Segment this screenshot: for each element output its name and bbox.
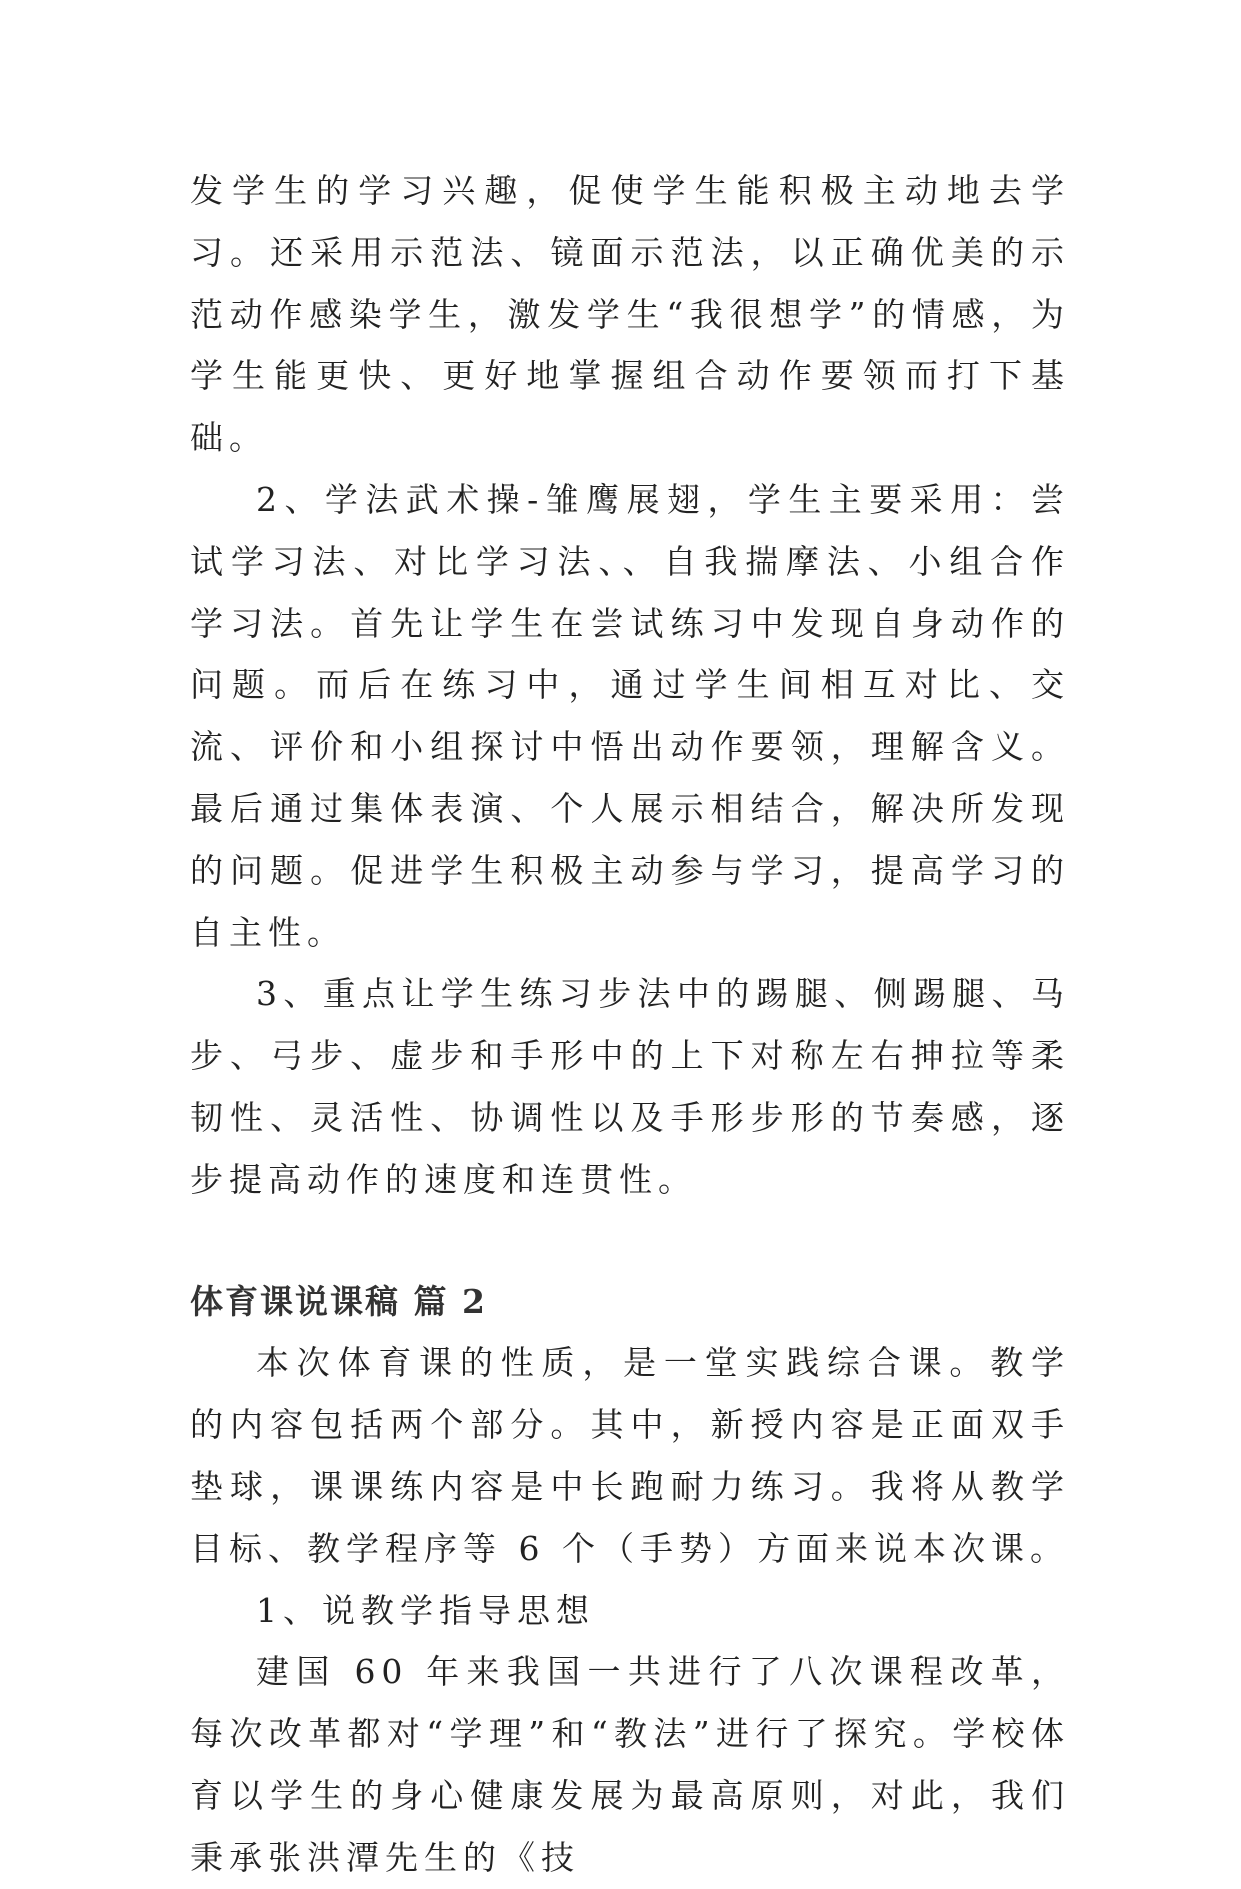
paragraph-curriculum-reform: 建国 60 年来我国一共进行了八次课程改革，每次改革都对“学理”和“教法”进行了探究。学校体育以学生的身心健康发展为最高原则，对此，我们秉承张洪潭先生的《技 xyxy=(190,1652,1070,1877)
paragraph-subheading-guiding-idea: 1、说教学指导思想 xyxy=(256,1590,595,1630)
paragraph-key-practice: 3、重点让学生练习步法中的踢腿、侧踢腿、马步、弓步、虚步和手形中的上下对称左右抻拉等柔韧性、灵活性、协调性以及手形步形的节奏感，逐步提高动作的速度和连贯性。 xyxy=(190,974,1070,1199)
section-heading: 体育课说课稿 篇 2 xyxy=(190,1281,487,1321)
paragraph-continuation: 发学生的学习兴趣，促使学生能积极主动地去学习。还采用示范法、镜面示范法，以正确优美的示范动作感染学生，激发学生“我很想学”的情感，为学生能更快、更好地掌握组合动作要领而打下基础。 xyxy=(190,171,1070,458)
document-body xyxy=(190,160,1070,1889)
paragraph-course-nature: 本次体育课的性质，是一堂实践综合课。教学的内容包括两个部分。其中，新授内容是正面双手垫球，课课练内容是中长跑耐力练习。我将从教学目标、教学程序等 6 个（手势）方面来说本次课。 xyxy=(190,1343,1070,1568)
paragraph-learning-methods: 2、学法武术操-雏鹰展翅，学生主要采用：尝试学习法、对比学习法、、自我揣摩法、小组合作学习法。首先让学生在尝试练习中发现自身动作的问题。而后在练习中，通过学生间相互对比、交流、评价和小组探讨中悟出动作要领，理解含义。最后通过集体表演、个人展示相结合，解决所发现的问题。促进学生积极主动参与学习，提高学习的自主性。 xyxy=(190,479,1070,952)
